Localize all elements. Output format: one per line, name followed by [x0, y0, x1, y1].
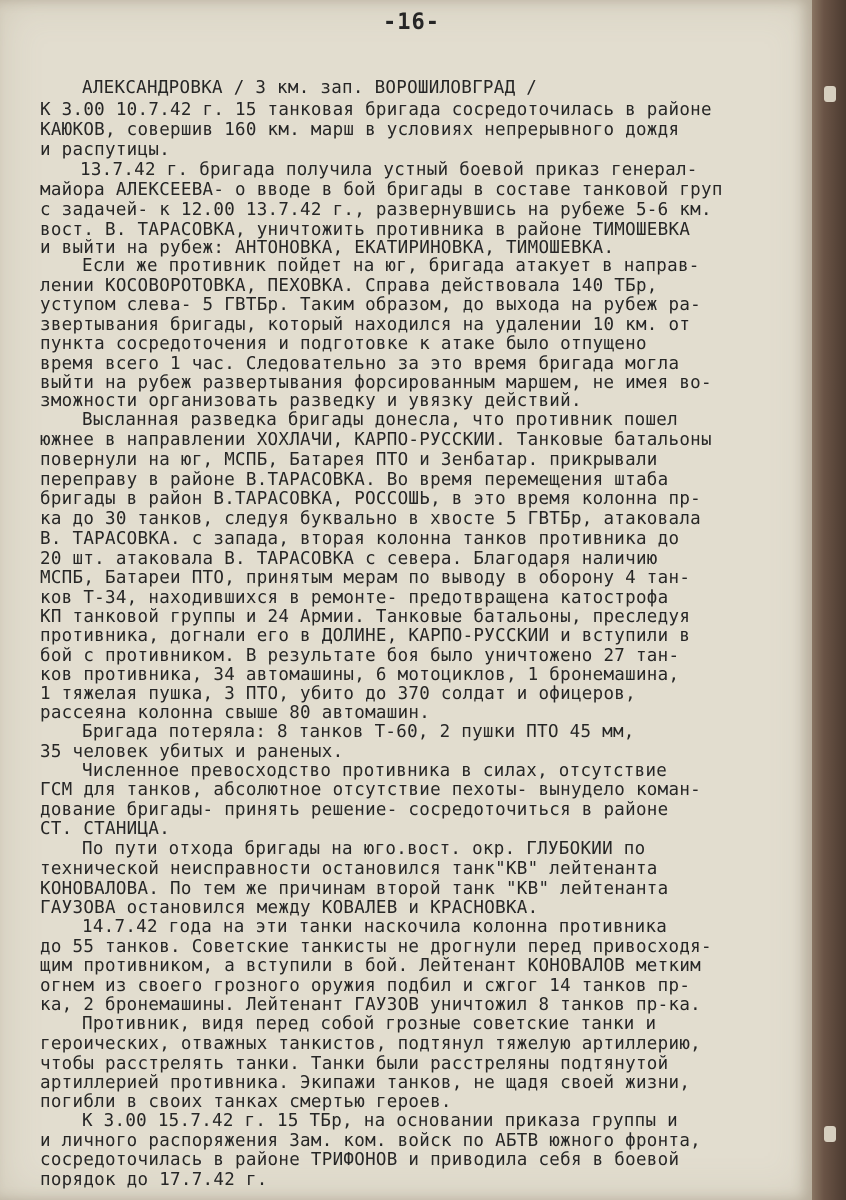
text-line: повернули на юг, МСПБ, Батарея ПТО и Зенбатар. прикрывали [40, 450, 658, 470]
text-line: порядок до 17.7.42 г. [40, 1170, 268, 1190]
text-line: майора АЛЕКСЕЕВА- о вводе в бой бригады в составе танковой груп [40, 180, 723, 200]
text-line: лении КОСОВОРОТОВКА, ПЕХОВКА. Справа действовала 140 ТБр, [40, 276, 658, 296]
text-line: В. ТАРАСОВКА. с запада, вторая колонна танков противника до [40, 529, 680, 549]
text-line: звертывания бригады, который находился на удалении 10 км. от [40, 315, 691, 335]
text-line: время всего 1 час. Следовательно за это время бригада могла [40, 354, 680, 374]
text-line: и распутицы. [40, 140, 171, 160]
text-line: КП танковой группы и 24 Армии. Танковые батальоны, преследуя [40, 607, 691, 627]
text-line: 35 человек убитых и раненых. [40, 742, 344, 762]
text-line: героических, отважных танкистов, подтянул тяжелую артиллерию, [40, 1034, 701, 1054]
text-line: противника, догнали его в ДОЛИНЕ, КАРПО-РУССКИИ и вступили в [40, 626, 691, 646]
text-line: Высланная разведка бригады донесла, что противник пошел [82, 410, 678, 430]
text-line: зможности организовать разведку и увязку действий. [40, 391, 582, 411]
text-line: КАЮКОВ, совершив 160 км. марш в условиях непрерывного дождя [40, 120, 680, 140]
text-line: бой с противником. В результате боя было уничтожено 27 тан- [40, 646, 680, 666]
text-line: ГСМ для танков, абсолютное отсутствие пехоты- вынудело коман- [40, 780, 701, 800]
text-line: К 3.00 10.7.42 г. 15 танковая бригада сосредоточилась в районе [40, 100, 712, 120]
text-line: огнем из своего грозного оружия подбил и сжгог 14 танков пр- [40, 976, 691, 996]
text-line: переправу в районе В.ТАРАСОВКА. Во время перемещения штаба [40, 470, 669, 490]
page-number: -16- [383, 10, 440, 35]
text-line: южнее в направлении ХОХЛАЧИ, КАРПО-РУССКИИ. Танковые батальоны [40, 430, 712, 450]
text-line: и выйти на рубеж: АНТОНОВКА, ЕКАТИРИНОВКА, ТИМОШЕВКА. [40, 238, 615, 258]
text-line: погибли в своих танках смертью героев. [40, 1092, 452, 1112]
text-line: рассеяна колонна свыше 80 автомашин. [40, 703, 431, 723]
text-line: ГАУЗОВА остановился между КОВАЛЕВ и КРАСНОВКА. [40, 898, 539, 918]
text-line: чтобы расстрелять танки. Танки были расстреляны подтянутой [40, 1054, 669, 1074]
text-line: щим противником, а вступили в бой. Лейтенант КОНОВАЛОВ метким [40, 956, 701, 976]
text-line: КОНОВАЛОВА. По тем же причинам второй танк "КВ" лейтенанта [40, 879, 669, 899]
text-line: К 3.00 15.7.42 г. 15 ТБр, на основании приказа группы и [82, 1111, 678, 1131]
text-line: ков Т-34, находившихся в ремонте- предотвращена катострофа [40, 588, 669, 608]
text-line: сосредоточилась в районе ТРИФОНОВ и приводила себя в боевой [40, 1150, 680, 1170]
text-line: Численное превосходство противника в силах, отсутствие [82, 761, 668, 781]
text-line: технической неисправности остановился танк"КВ" лейтенанта [40, 859, 658, 879]
section-heading: АЛЕКСАНДРОВКА / 3 км. зап. ВОРОШИЛОВГРАД / [82, 78, 538, 98]
text-line: МСПБ, Батареи ПТО, принятым мерам по выводу в оборону 4 тан- [40, 568, 691, 588]
text-line: вост. В. ТАРАСОВКА, уничтожить противника в районе ТИМОШЕВКА [40, 220, 691, 240]
binding-edge [812, 0, 846, 1200]
binding-hole [824, 1126, 836, 1142]
text-line: пункта сосредоточения и подготовке к атаке было отпущено [40, 334, 647, 354]
text-line: Если же противник пойдет на юг, бригада атакует в направ- [82, 256, 700, 276]
text-line: Противник, видя перед собой грозные советские танки и [82, 1014, 657, 1034]
text-line: дование бригады- принять решение- сосредоточиться в районе [40, 800, 669, 820]
text-line: 14.7.42 года на эти танки наскочила колонна противника [82, 917, 668, 937]
binding-hole [824, 86, 836, 102]
text-line: ков противника, 34 автомашины, 6 мотоциклов, 1 бронемашина, [40, 665, 680, 685]
text-line: 1 тяжелая пушка, 3 ПТО, убито до 370 солдат и офицеров, [40, 684, 636, 704]
text-line: 13.7.42 г. бригада получила устный боевой приказ генерал- [80, 160, 698, 180]
text-line: СТ. СТАНИЦА. [40, 819, 171, 839]
text-line: По пути отхода бригады на юго.вост. окр. ГЛУБОКИИ по [82, 839, 646, 859]
text-line: и личного распоряжения Зам. ком. войск по АБТВ южного фронта, [40, 1131, 701, 1151]
text-line: уступом слева- 5 ГВТБр. Таким образом, до выхода на рубеж ра- [40, 295, 701, 315]
text-line: артиллерией противника. Экипажи танков, не щадя своей жизни, [40, 1073, 691, 1093]
text-line: 20 шт. атаковала В. ТАРАСОВКА с севера. Благодаря наличию [40, 549, 658, 569]
text-line: с задачей- к 12.00 13.7.42 г., развернувшись на рубеже 5-6 км. [40, 200, 712, 220]
text-line: ка, 2 бронемашины. Лейтенант ГАУЗОВ уничтожил 8 танков пр-ка. [40, 995, 701, 1015]
text-line: ка до 30 танков, следуя буквально в хвосте 5 ГВТБр, атаковала [40, 509, 701, 529]
text-line: выйти на рубеж развертывания форсированным маршем, не имея во- [40, 373, 712, 393]
text-line: Бригада потеряла: 8 танков Т-60, 2 пушки ПТО 45 мм, [82, 722, 635, 742]
text-line: бригады в район В.ТАРАСОВКА, РОССОШЬ, в это время колонна пр- [40, 489, 701, 509]
text-line: до 55 танков. Советские танкисты не дрогнули перед привосходя- [40, 937, 712, 957]
